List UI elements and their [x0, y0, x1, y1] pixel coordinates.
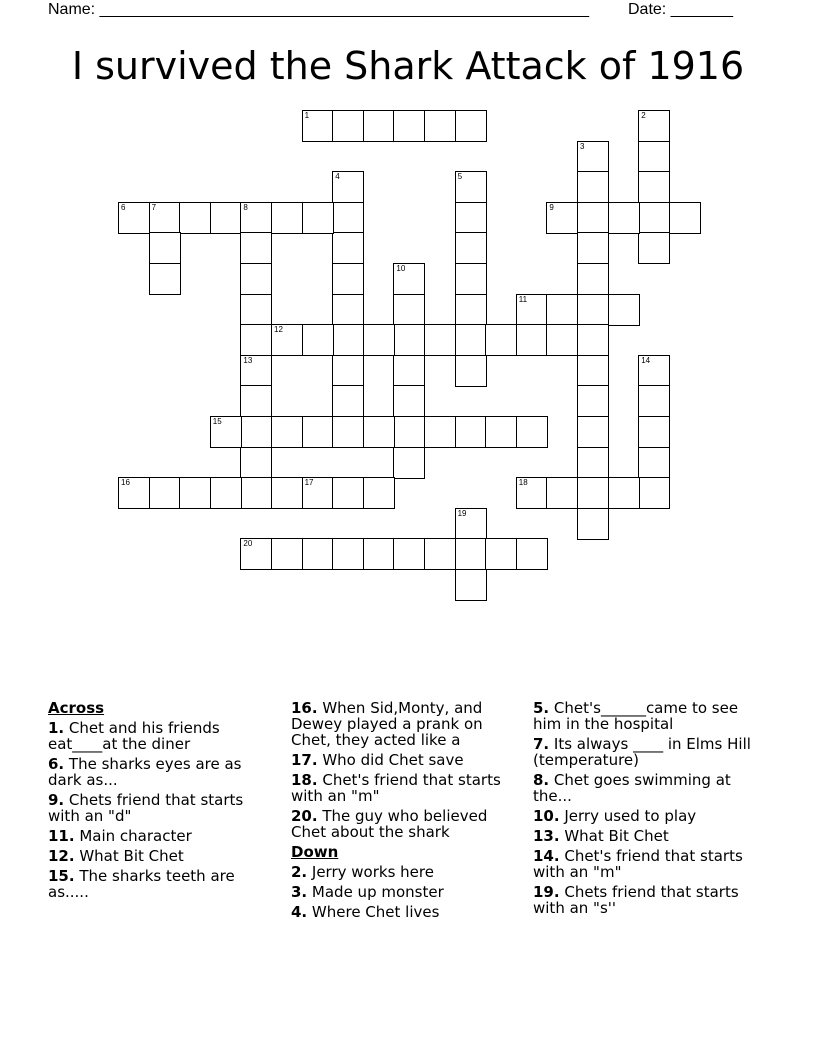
- crossword-cell[interactable]: [455, 508, 487, 540]
- clue-item: [291, 884, 506, 900]
- crossword-cell[interactable]: [332, 171, 364, 203]
- crossword-cell[interactable]: [393, 416, 425, 448]
- clue-number: 20.: [291, 807, 318, 825]
- crossword-cell[interactable]: [608, 294, 640, 326]
- clue-number: 18.: [291, 771, 318, 789]
- crossword-cell[interactable]: [638, 385, 670, 417]
- clue-item: [48, 828, 273, 844]
- crossword-cell[interactable]: [271, 416, 303, 448]
- cell-number: 3: [580, 141, 585, 151]
- crossword-cell[interactable]: [302, 538, 334, 570]
- crossword-cell[interactable]: [577, 294, 609, 326]
- crossword-cell[interactable]: [302, 202, 334, 234]
- crossword-cell[interactable]: [118, 477, 150, 509]
- crossword-cell[interactable]: [577, 385, 609, 417]
- crossword-cell[interactable]: [608, 477, 640, 509]
- crossword-cell[interactable]: [638, 141, 670, 173]
- clue-text: What Bit Chet: [559, 827, 669, 845]
- crossword-cell[interactable]: [577, 508, 609, 540]
- crossword-cell[interactable]: [577, 324, 609, 356]
- clue-text: Jerry used to play: [559, 807, 697, 825]
- crossword-cell[interactable]: [577, 477, 609, 509]
- cell-number: 14: [641, 355, 651, 365]
- clue-number: 12.: [48, 847, 75, 865]
- cell-number: 17: [304, 478, 314, 488]
- crossword-cell[interactable]: [516, 477, 548, 509]
- crossword-cell[interactable]: [638, 202, 670, 234]
- crossword-cell[interactable]: [118, 202, 150, 234]
- crossword-cell[interactable]: [332, 232, 364, 264]
- crossword-cell[interactable]: [332, 324, 364, 356]
- crossword-cell[interactable]: [455, 202, 487, 234]
- clue-number: 7.: [533, 735, 550, 753]
- crossword-cell[interactable]: [424, 110, 456, 142]
- crossword-cell[interactable]: [393, 447, 425, 479]
- clue-text: Chet and his friends eat____at the diner: [48, 719, 220, 753]
- crossword-cell[interactable]: [638, 355, 670, 387]
- crossword-cell[interactable]: [179, 202, 211, 234]
- clue-item: [291, 904, 506, 920]
- crossword-cell[interactable]: [240, 447, 272, 479]
- crossword-cell[interactable]: [577, 416, 609, 448]
- crossword-cell[interactable]: [455, 110, 487, 142]
- clue-item: [291, 864, 506, 880]
- crossword-cell[interactable]: [240, 232, 272, 264]
- clue-number: 3.: [291, 883, 308, 901]
- clue-item: [533, 808, 753, 824]
- clue-number: 1.: [48, 719, 65, 737]
- crossword-cell[interactable]: [393, 263, 425, 295]
- clue-number: 6.: [48, 755, 65, 773]
- clue-text: Jerry works here: [307, 863, 434, 881]
- crossword-cell[interactable]: [240, 202, 272, 234]
- crossword-cell[interactable]: [240, 477, 272, 509]
- cell-number: 19: [457, 508, 467, 518]
- crossword-cell[interactable]: [332, 385, 364, 417]
- crossword-cell[interactable]: [302, 324, 334, 356]
- clue-number: 11.: [48, 827, 75, 845]
- crossword-cell[interactable]: [332, 294, 364, 326]
- crossword-cell[interactable]: [332, 355, 364, 387]
- cell-number: 11: [518, 294, 528, 304]
- crossword-cell[interactable]: [149, 477, 181, 509]
- crossword-cell[interactable]: [332, 538, 364, 570]
- clue-number: 15.: [48, 867, 75, 885]
- cell-number: 5: [457, 172, 463, 182]
- crossword-cell[interactable]: [210, 477, 242, 509]
- clue-number: 9.: [48, 791, 65, 809]
- crossword-cell[interactable]: [302, 110, 334, 142]
- crossword-cell[interactable]: [240, 355, 272, 387]
- crossword-cell[interactable]: [393, 110, 425, 142]
- clue-item: [48, 868, 273, 900]
- crossword-cell[interactable]: [455, 171, 487, 203]
- clue-number: 8.: [533, 771, 550, 789]
- across-heading: Across: [48, 699, 105, 717]
- crossword-cell[interactable]: [455, 416, 487, 448]
- crossword-cell[interactable]: [149, 202, 181, 234]
- crossword-cell[interactable]: [332, 477, 364, 509]
- clue-text: Chet goes swimming at the...: [533, 771, 731, 805]
- crossword-cell[interactable]: [393, 385, 425, 417]
- cell-number: 1: [304, 111, 310, 120]
- clue-number: 10.: [533, 807, 560, 825]
- crossword-cell[interactable]: [485, 538, 517, 570]
- cell-number: 13: [243, 355, 253, 365]
- crossword-cell[interactable]: [271, 324, 303, 356]
- cell-number: 2: [641, 111, 646, 120]
- cell-number: 9: [549, 202, 554, 212]
- clue-item: [291, 752, 506, 768]
- crossword-cell[interactable]: [516, 294, 548, 326]
- crossword-cell[interactable]: [179, 477, 211, 509]
- clue-number: 19.: [533, 883, 560, 901]
- clue-number: 4.: [291, 903, 308, 921]
- crossword-cell[interactable]: [424, 416, 456, 448]
- crossword-cell[interactable]: [638, 232, 670, 264]
- clue-number: 2.: [291, 863, 308, 881]
- crossword-cell[interactable]: [455, 232, 487, 264]
- crossword-cell[interactable]: [393, 294, 425, 326]
- cell-number: 7: [151, 202, 157, 212]
- date-label: Date:: [628, 1, 667, 18]
- crossword-cell[interactable]: [516, 324, 548, 356]
- crossword-cell[interactable]: [455, 324, 487, 356]
- crossword-cell[interactable]: [577, 263, 609, 295]
- crossword-cell[interactable]: [577, 171, 609, 203]
- cell-number: 8: [243, 202, 248, 212]
- clue-item: [48, 848, 273, 864]
- crossword-cell[interactable]: [363, 538, 395, 570]
- clue-text: The sharks eyes are as dark as...: [48, 755, 242, 789]
- clue-item: [48, 792, 273, 824]
- crossword-cell[interactable]: [240, 416, 272, 448]
- crossword-cell[interactable]: [240, 263, 272, 295]
- clue-item: [533, 884, 753, 916]
- clue-item: [291, 808, 506, 840]
- crossword-cell[interactable]: [577, 202, 609, 234]
- crossword-cell[interactable]: [363, 477, 395, 509]
- clue-text: Chet's friend that starts with an "m": [291, 771, 501, 805]
- crossword-cell[interactable]: [455, 569, 487, 601]
- crossword-cell[interactable]: [455, 538, 487, 570]
- clue-item: [533, 828, 753, 844]
- name-line: _______________________________________________________: [95, 1, 589, 18]
- crossword-cell[interactable]: [271, 202, 303, 234]
- clue-text: Where Chet lives: [307, 903, 440, 921]
- clue-number: 13.: [533, 827, 560, 845]
- clue-text: Its always ____ in Elms Hill (temperature): [533, 735, 751, 769]
- crossword-cell[interactable]: [240, 324, 272, 356]
- page-title: I survived the Shark Attack of 1916: [71, 44, 745, 88]
- clue-text: Chets friend that starts with an "d": [48, 791, 244, 825]
- crossword-cell[interactable]: [332, 263, 364, 295]
- cell-number: 15: [212, 417, 222, 426]
- crossword-cell[interactable]: [455, 355, 487, 387]
- crossword-cell[interactable]: [577, 447, 609, 479]
- crossword-cell[interactable]: [455, 263, 487, 295]
- crossword-cell[interactable]: [455, 294, 487, 326]
- cell-number: 6: [121, 202, 126, 212]
- crossword-cell[interactable]: [577, 355, 609, 387]
- clue-text: Who did Chet save: [317, 751, 464, 769]
- crossword-cell[interactable]: [363, 110, 395, 142]
- clue-item: [291, 700, 506, 748]
- crossword-cell[interactable]: [638, 171, 670, 203]
- crossword-cell[interactable]: [608, 202, 640, 234]
- crossword-cell[interactable]: [240, 538, 272, 570]
- crossword-cell[interactable]: [240, 385, 272, 417]
- crossword-cell[interactable]: [577, 232, 609, 264]
- clues-column-3: [533, 700, 753, 920]
- clue-number: 14.: [533, 847, 560, 865]
- crossword-cell[interactable]: [516, 538, 548, 570]
- crossword-cell[interactable]: [149, 263, 181, 295]
- cell-number: 4: [335, 172, 340, 182]
- clue-item: [533, 848, 753, 880]
- crossword-cell[interactable]: [332, 110, 364, 142]
- clue-item: [533, 772, 753, 804]
- crossword-cell[interactable]: [393, 538, 425, 570]
- crossword-cell[interactable]: [516, 416, 548, 448]
- crossword-cell[interactable]: [149, 232, 181, 264]
- crossword-cell[interactable]: [546, 202, 578, 234]
- down-heading: Down: [291, 843, 339, 861]
- crossword-cell[interactable]: [424, 538, 456, 570]
- crossword-cell[interactable]: [546, 294, 578, 326]
- clue-text: Main character: [74, 827, 192, 845]
- crossword-cell[interactable]: [363, 324, 395, 356]
- name-label: Name:: [48, 1, 96, 18]
- clue-item: [48, 720, 273, 752]
- cell-number: 12: [274, 325, 283, 335]
- clue-text: What Bit Chet: [74, 847, 184, 865]
- crossword-cell[interactable]: [332, 416, 364, 448]
- cell-number: 10: [396, 264, 406, 273]
- crossword-cell[interactable]: [424, 324, 456, 356]
- crossword-cell[interactable]: [302, 416, 334, 448]
- crossword-cell[interactable]: [363, 416, 395, 448]
- clue-item: [533, 700, 753, 732]
- clue-item: [533, 736, 753, 768]
- clue-number: 17.: [291, 751, 318, 769]
- crossword-cell[interactable]: [546, 324, 578, 356]
- crossword-cell[interactable]: [271, 538, 303, 570]
- crossword-cell[interactable]: [638, 416, 670, 448]
- date-line: _______: [666, 1, 733, 18]
- clue-text: Chets friend that starts with an "s'': [533, 883, 739, 917]
- crossword-cell[interactable]: [577, 141, 609, 173]
- crossword-cell[interactable]: [546, 477, 578, 509]
- crossword-cell[interactable]: [638, 477, 670, 509]
- clue-text: Made up monster: [307, 883, 444, 901]
- crossword-cell[interactable]: [638, 447, 670, 479]
- clue-item: [48, 756, 273, 788]
- crossword-cell[interactable]: [210, 416, 242, 448]
- crossword-cell[interactable]: [393, 324, 425, 356]
- clue-text: Chet's friend that starts with an "m": [533, 847, 743, 881]
- crossword-cell[interactable]: [302, 477, 334, 509]
- cell-number: 20: [243, 539, 253, 549]
- crossword-cell[interactable]: [485, 324, 517, 356]
- clues-column-2: [291, 700, 506, 924]
- crossword-cell[interactable]: [669, 202, 701, 234]
- crossword-cell[interactable]: [271, 477, 303, 509]
- clue-text: Chet's______came to see him in the hospital: [533, 699, 739, 733]
- clue-number: 5.: [533, 699, 550, 717]
- crossword-cell[interactable]: [240, 294, 272, 326]
- clue-item: [291, 772, 506, 804]
- crossword-cell[interactable]: [393, 355, 425, 387]
- clue-text: When Sid,Monty, and Dewey played a prank on Chet, they acted like a: [291, 699, 483, 749]
- clue-text: The guy who believed Chet about the shark: [291, 807, 488, 841]
- cell-number: 18: [518, 478, 528, 488]
- crossword-cell[interactable]: [210, 202, 242, 234]
- cell-number: 16: [121, 478, 130, 488]
- clue-text: The sharks teeth are as.....: [48, 867, 235, 901]
- clue-number: 16.: [291, 699, 318, 717]
- crossword-cell[interactable]: [638, 110, 670, 142]
- crossword-cell[interactable]: [485, 416, 517, 448]
- crossword-cell[interactable]: [332, 202, 364, 234]
- clues-column-1: [48, 700, 273, 904]
